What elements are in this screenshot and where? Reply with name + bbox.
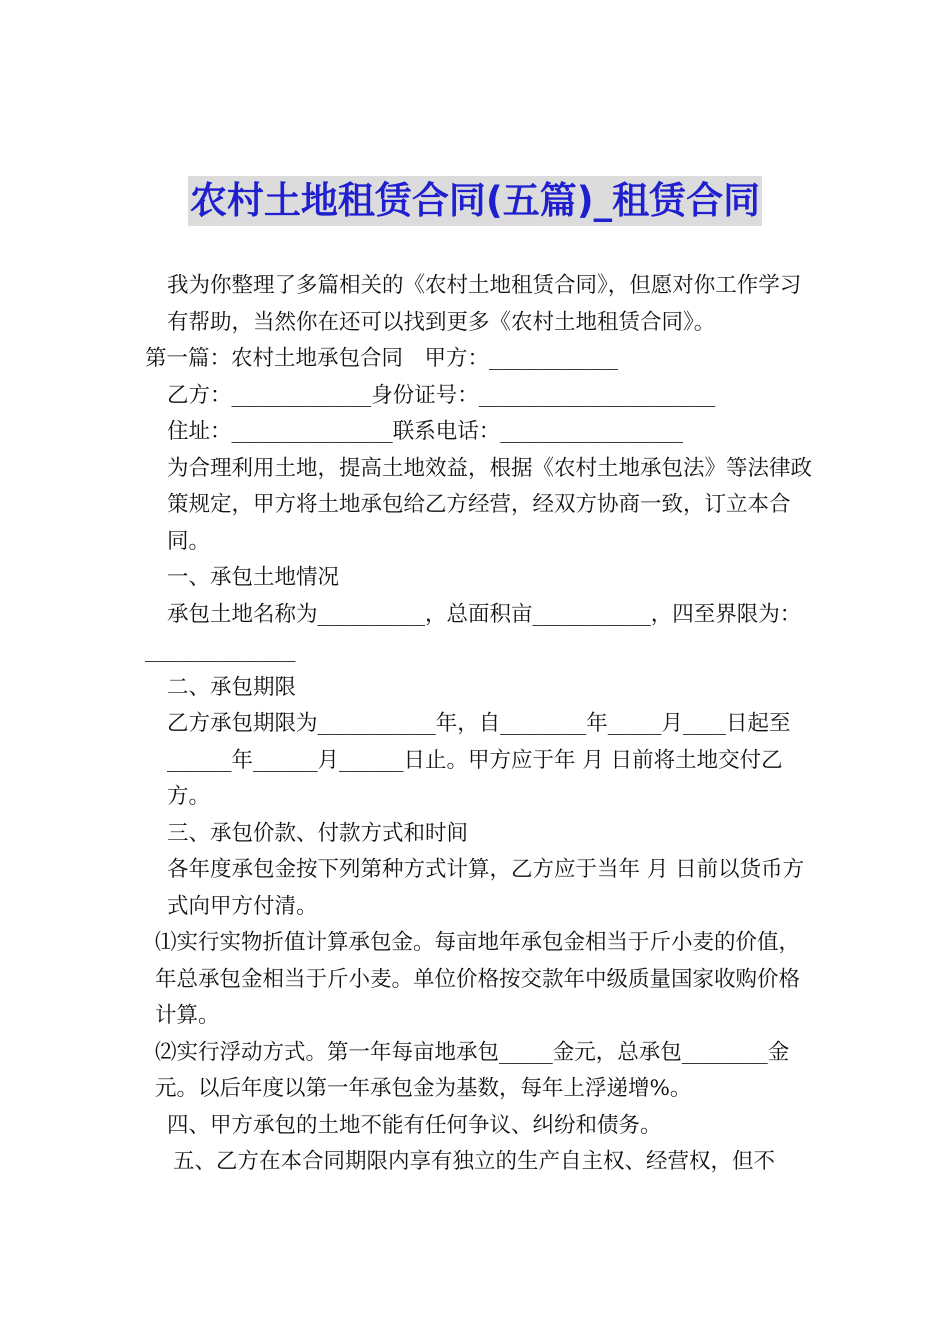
paragraph: 第一篇：农村土地承包合同 甲方：____________	[145, 346, 619, 371]
document-body	[145, 268, 813, 1181]
paragraph: ⑵实行浮动方式。第一年每亩地承包_____金元，总承包________金元。以后年度以第一年承包金为基数，每年上浮递增%。	[155, 1039, 790, 1101]
paragraph: 四、甲方承包的土地不能有任何争议、纠纷和债务。	[167, 1112, 662, 1138]
paragraph: 我为你整理了多篇相关的《农村土地租赁合同》，但愿对你工作学习有帮助，当然你在还可以找到更多《农村土地租赁合同》。	[167, 273, 802, 335]
document-title-text: 农村土地租赁合同(五篇)_租赁合同	[188, 176, 762, 226]
paragraph: 承包土地名称为__________，总面积亩___________，四至界限为：	[167, 601, 802, 627]
paragraph: 住址：_______________联系电话：_________________	[167, 419, 684, 444]
paragraph: 为合理利用土地，提高土地效益，根据《农村土地承包法》等法律政策规定，甲方将土地承包给乙方经营，经双方协商一致，订立本合同。	[167, 455, 813, 554]
paragraph: 二、承包期限	[167, 674, 297, 700]
paragraph: ______________	[145, 638, 296, 663]
paragraph: 三、承包价款、付款方式和时间	[167, 820, 469, 846]
paragraph: 五、乙方在本合同期限内享有独立的生产自主权、经营权，但不	[173, 1149, 776, 1174]
paragraph: 各年度承包金按下列第种方式计算，乙方应于当年 月 日前以货币方式向甲方付清。	[167, 857, 805, 919]
paragraph: 乙方承包期限为___________年，自________年_____月____日起至______年______月______日止。甲方应于年 月 日前将土地交付乙方。	[167, 711, 791, 809]
paragraph: 一、承包土地情况	[167, 565, 340, 590]
document-title	[0, 176, 950, 226]
paragraph: ⑴实行实物折值计算承包金。每亩地年承包金相当于斤小麦的价值，年总承包金相当于斤小麦。单位价格按交款年中级质量国家收购价格计算。	[155, 930, 801, 1028]
paragraph: 乙方：_____________身份证号：______________________	[167, 382, 716, 408]
